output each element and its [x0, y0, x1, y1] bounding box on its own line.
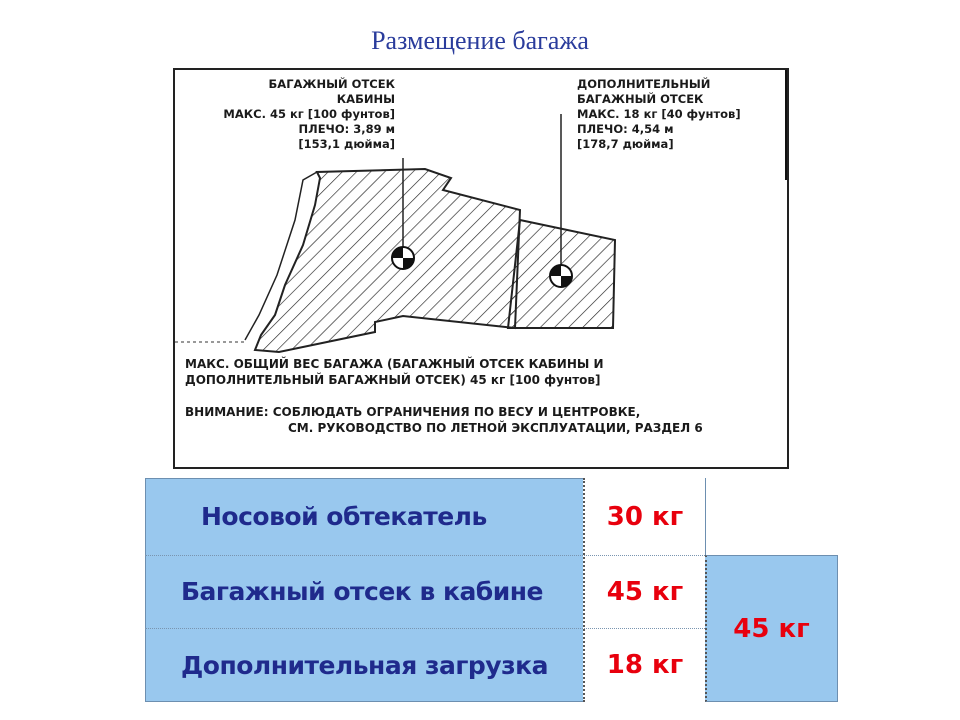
- cabin-compartment-shape: [255, 169, 520, 352]
- table-row-additional-load-name: Дополнительная загрузка: [181, 650, 548, 680]
- baggage-diagram: [173, 68, 789, 469]
- table-row-nose-fairing-value: 30 кг: [606, 501, 684, 532]
- table-row-additional-load-value: 18 кг: [606, 650, 684, 680]
- total-weight-note: МАКС. ОБЩИЙ ВЕС БАГАЖА (БАГАЖНЫЙ ОТСЕК КАБИНЫ И ДОПОЛНИТЕЛЬНЫЙ БАГАЖНЫЙ ОТСЕК) 45 кг [100 фунтов]: [185, 357, 604, 387]
- table-row-nose-fairing-name: Носовой обтекатель: [201, 502, 487, 531]
- additional-compartment-label: ДОПОЛНИТЕЛЬНЫЙ БАГАЖНЫЙ ОТСЕК МАКС. 18 кг [40 фунтов] ПЛЕЧО: 4,54 м [178,7 дюйма]: [577, 77, 741, 151]
- warning-note: ВНИМАНИЕ: СОБЛЮДАТЬ ОГРАНИЧЕНИЯ ПО ВЕСУ И ЦЕНТРОВКЕ, СМ. РУКОВОДСТВО ПО ЛЕТНОЙ ЭКСПЛУАТАЦИИ, РАЗДЕЛ 6: [185, 405, 703, 435]
- table-row-cabin-compartment-name: Багажный отсек в кабине: [181, 577, 544, 606]
- table-combined-value: 45 кг: [733, 613, 810, 644]
- slide-title: Размещение багажа: [371, 26, 589, 55]
- extra-cg-symbol: [550, 265, 572, 287]
- cabin-compartment-label: БАГАЖНЫЙ ОТСЕК КАБИНЫ МАКС. 45 кг [100 фунтов] ПЛЕЧО: 3,89 м [153,1 дюйма]: [223, 77, 395, 151]
- baggage-weight-table: [145, 478, 840, 702]
- cabin-cg-symbol: [392, 247, 414, 269]
- table-row-cabin-compartment-value: 45 кг: [606, 576, 684, 607]
